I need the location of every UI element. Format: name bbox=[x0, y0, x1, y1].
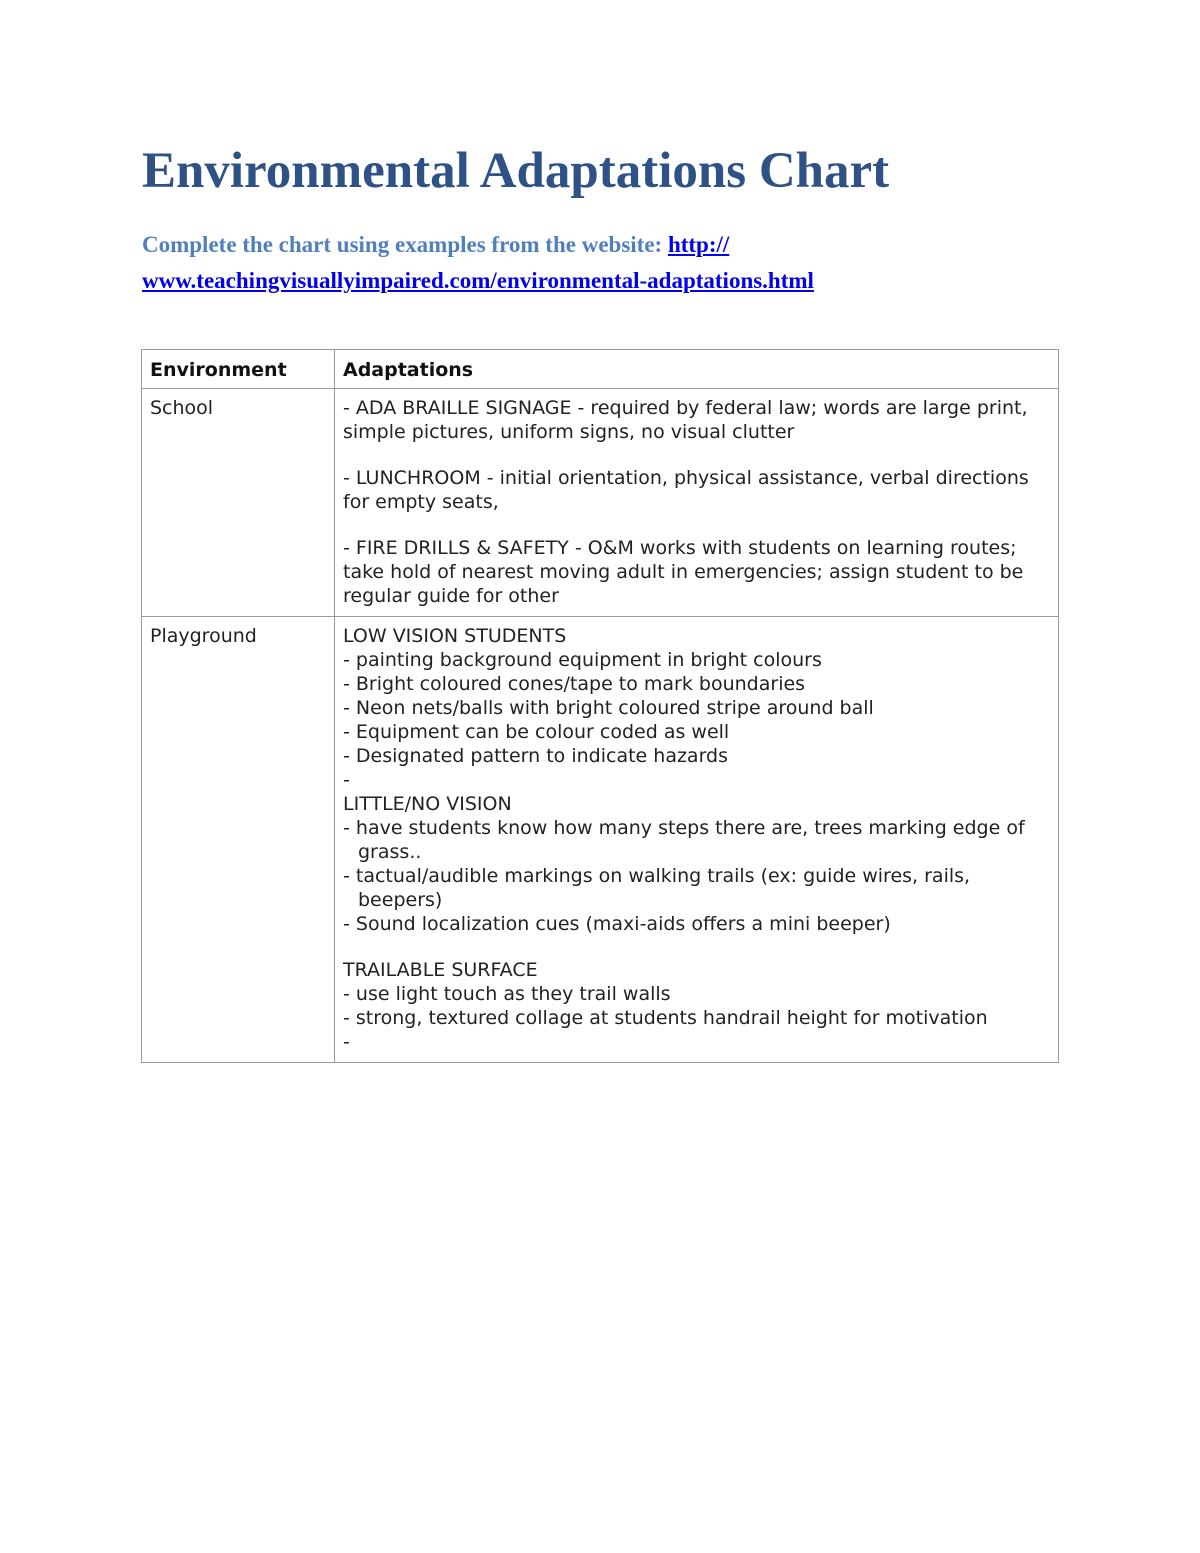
list-item: - Equipment can be colour coded as well bbox=[343, 721, 730, 743]
trailable-block bbox=[343, 958, 1050, 1054]
list-item: - bbox=[343, 1031, 350, 1053]
intro-text: Complete the chart using examples from the website: bbox=[142, 232, 668, 257]
list-item: - Bright coloured cones/tape to mark boundaries bbox=[343, 673, 806, 695]
table-row bbox=[142, 617, 1059, 1063]
table-header-row bbox=[142, 350, 1059, 389]
header-adaptations: Adaptations bbox=[335, 350, 1059, 389]
intro-paragraph bbox=[142, 227, 1042, 299]
list-item: - Designated pattern to indicate hazards bbox=[343, 745, 729, 767]
environment-cell: Playground bbox=[142, 617, 335, 1063]
list-item: - have students know how many steps there are, trees marking edge of grass.. bbox=[343, 817, 1025, 863]
list-item: - painting background equipment in bright colours bbox=[343, 649, 822, 671]
website-link-line1: http:// bbox=[667, 232, 730, 257]
list-item: - strong, textured collage at students handrail height for motivation bbox=[343, 1007, 988, 1029]
adaptations-cell bbox=[335, 617, 1059, 1063]
adaptations-table bbox=[141, 349, 1059, 1063]
list-item: - tactual/audible markings on walking trails (ex: guide wires, rails, beepers) bbox=[343, 865, 971, 911]
header-environment: Environment bbox=[142, 350, 335, 389]
school-adaptation-lunchroom: - LUNCHROOM - initial orientation, physical assistance, verbal directions for empty seats, bbox=[343, 467, 1029, 513]
list-item: - Neon nets/balls with bright coloured stripe around ball bbox=[343, 697, 874, 719]
list-item: - use light touch as they trail walls bbox=[343, 983, 671, 1005]
page-title: Environmental Adaptations Chart bbox=[142, 143, 890, 199]
low-vision-heading: LOW VISION STUDENTS bbox=[343, 625, 567, 647]
school-adaptation-fire-drills: - FIRE DRILLS & SAFETY - O&M works with students on learning routes; take hold of nearest moving adult in emergencies; assign student to be regular guide for other bbox=[343, 537, 1024, 607]
table-row bbox=[142, 389, 1059, 617]
little-vision-heading: LITTLE/NO VISION bbox=[343, 793, 512, 815]
environment-cell: School bbox=[142, 389, 335, 617]
school-adaptation-signage: - ADA BRAILLE SIGNAGE - required by federal law; words are large print, simple pictures, uniform signs, no visual clutter bbox=[343, 397, 1028, 443]
low-vision-block bbox=[343, 624, 1050, 936]
adaptations-cell bbox=[335, 389, 1059, 617]
trailable-heading: TRAILABLE SURFACE bbox=[343, 959, 538, 981]
list-item: - Sound localization cues (maxi-aids offers a mini beeper) bbox=[343, 913, 891, 935]
website-link-line2: www.teachingvisuallyimpaired.com/environmental-adaptations.html bbox=[142, 268, 814, 293]
list-item: - bbox=[343, 769, 350, 791]
